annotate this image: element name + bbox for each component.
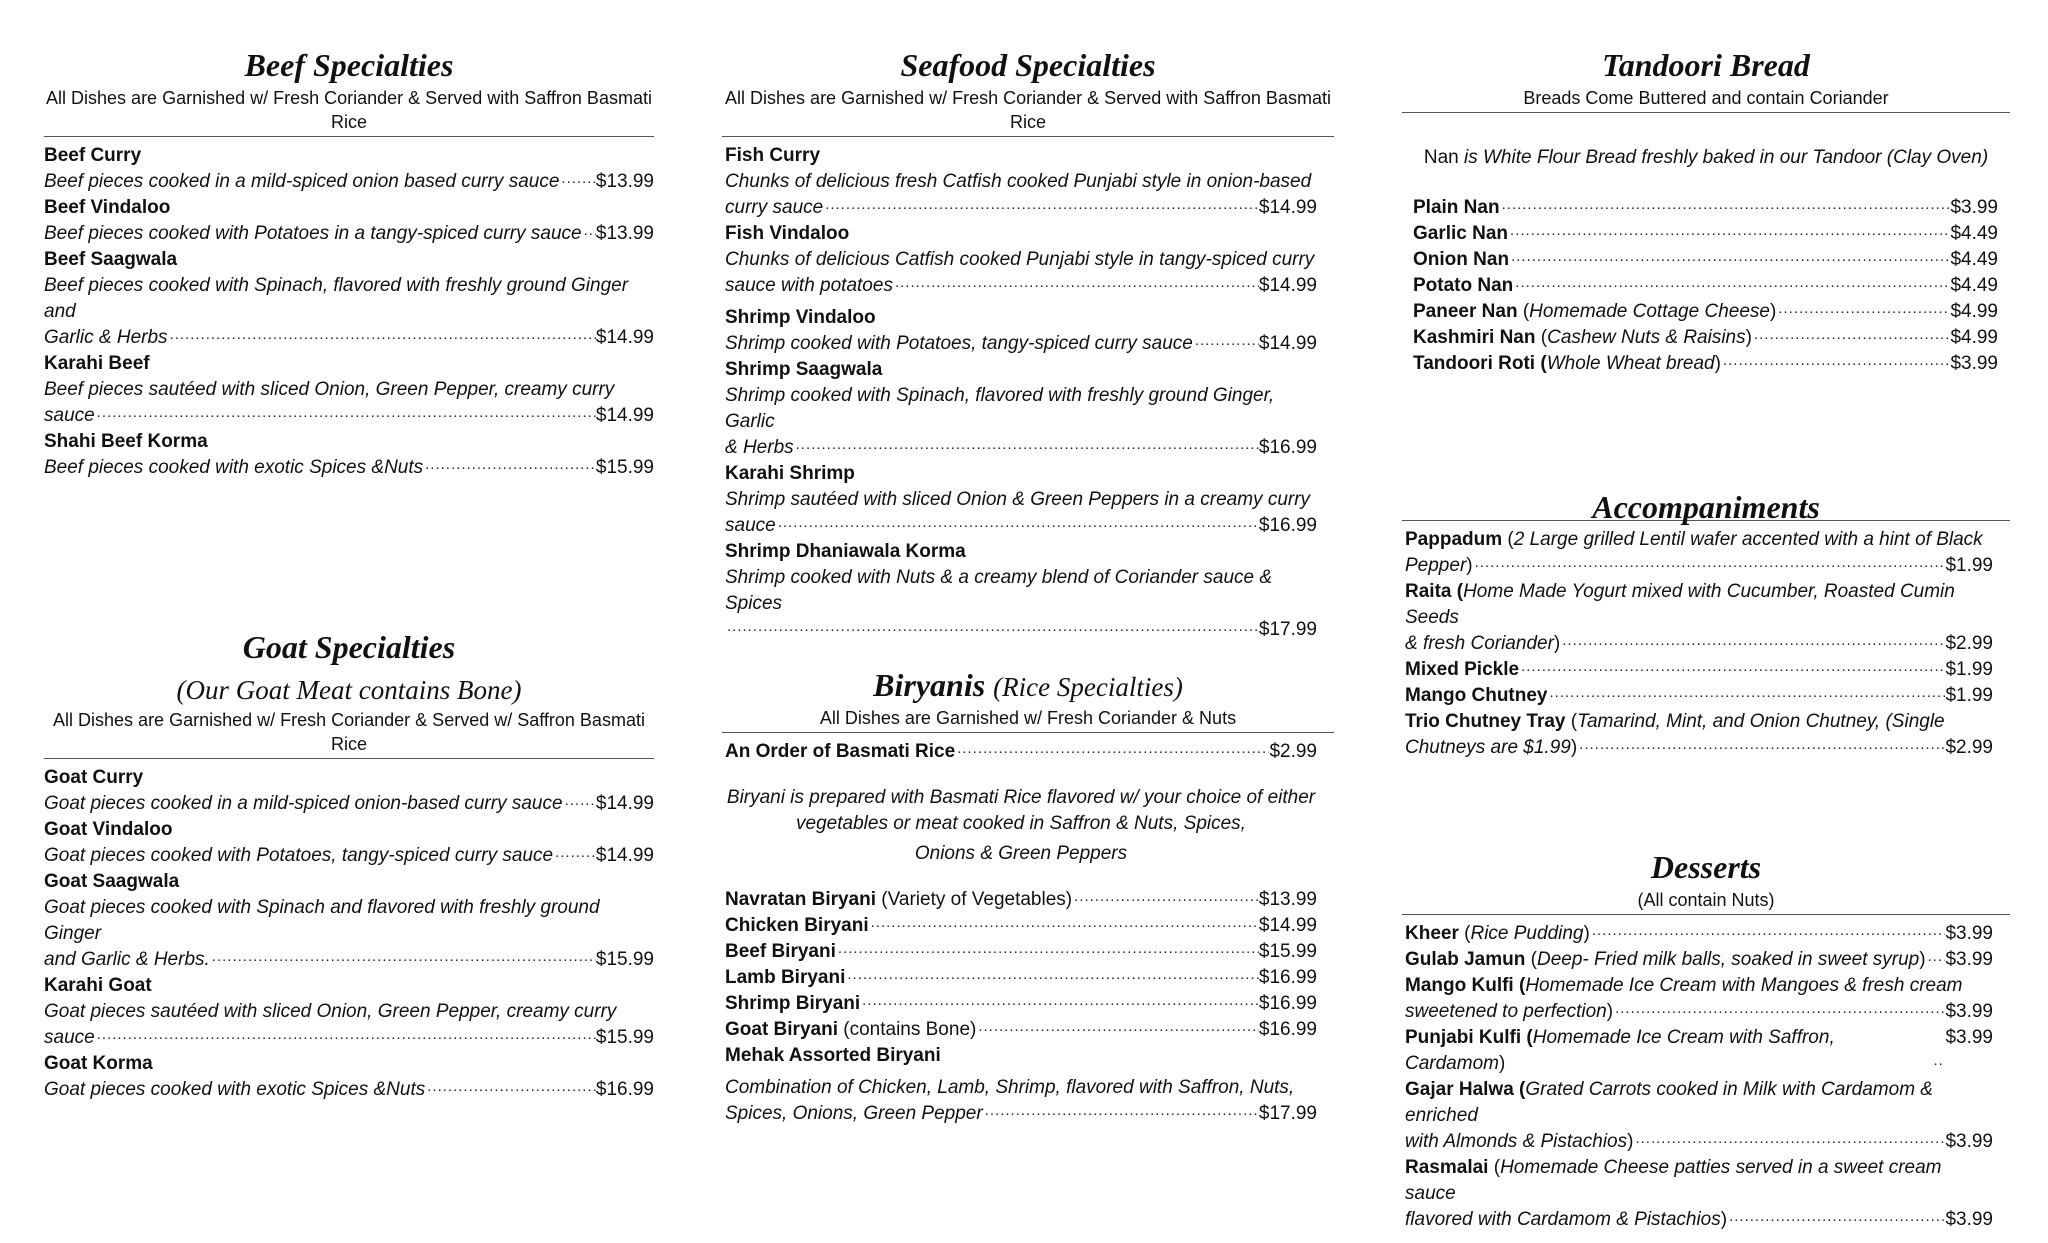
bread-item-name: Kashmiri Nan bbox=[1413, 327, 1536, 348]
leader-dots bbox=[1072, 889, 1259, 913]
leader-dots bbox=[823, 197, 1259, 221]
paren-close: ) bbox=[1720, 1209, 1728, 1230]
seafood-item-price: $16.99 bbox=[1258, 515, 1317, 536]
dessert-desc: Rice Pudding bbox=[1470, 923, 1584, 944]
accompaniment-desc: Pepper bbox=[1405, 555, 1467, 576]
biryani-item-name: Lamb Biryani bbox=[725, 967, 846, 988]
dessert-price: $3.99 bbox=[1945, 1209, 1993, 1230]
dessert-desc: Grated Carrots cooked in Milk with Cardamom & enriched bbox=[1405, 1079, 1933, 1126]
biryani-item-row bbox=[725, 939, 1317, 965]
dessert-price: $3.99 bbox=[1945, 1131, 1993, 1152]
leader-dots bbox=[1509, 249, 1950, 273]
goat-item-price: $16.99 bbox=[595, 1079, 654, 1100]
goat-item-price: $15.99 bbox=[595, 1027, 654, 1048]
seafood-item-name: Shrimp Saagwala bbox=[725, 359, 883, 380]
dessert-desc: sweetened to perfection bbox=[1405, 1001, 1607, 1022]
bread-item-name: Onion Nan bbox=[1413, 249, 1510, 270]
paren-open: ( bbox=[1525, 949, 1537, 970]
biryani-item-row bbox=[725, 1017, 1317, 1043]
paren-open: ( bbox=[1502, 529, 1514, 550]
dessert-price: $3.99 bbox=[1945, 923, 1993, 944]
dessert-desc: Deep- Fried milk balls, soaked in sweet syrup bbox=[1536, 949, 1920, 970]
beef-item-desc: Beef pieces cooked in a mild-spiced onion based curry sauce bbox=[44, 171, 560, 192]
dessert-row bbox=[1405, 947, 1993, 973]
accompaniment-name: Mixed Pickle bbox=[1405, 659, 1520, 680]
leader-dots bbox=[1633, 1131, 1945, 1155]
leader-dots bbox=[95, 1027, 596, 1051]
leader-dots bbox=[1727, 1209, 1945, 1233]
seafood-item-price: $14.99 bbox=[1258, 197, 1317, 218]
bread-item-price: $3.99 bbox=[1950, 353, 1998, 374]
paren-close: ) bbox=[1466, 555, 1473, 576]
assorted-biryani-price: $17.99 bbox=[1258, 1103, 1317, 1124]
seafood-item-name: Fish Curry bbox=[725, 145, 821, 166]
seafood-item-row bbox=[725, 331, 1317, 357]
beef-item-name: Beef Curry bbox=[44, 145, 142, 166]
beef-item-price: $13.99 bbox=[595, 171, 654, 192]
bread-item-price: $4.99 bbox=[1950, 327, 1998, 348]
bread-item-row bbox=[1413, 221, 1998, 247]
leader-dots bbox=[559, 171, 595, 195]
seafood-item-desc: & Herbs bbox=[725, 437, 794, 458]
beef-item-price: $15.99 bbox=[595, 457, 654, 478]
goat-section bbox=[44, 626, 654, 1103]
paren-open: ( bbox=[1458, 923, 1471, 944]
leader-dots bbox=[1473, 555, 1946, 579]
beef-item-desc: Beef pieces sautéed with sliced Onion, Green Pepper, creamy curry bbox=[44, 379, 615, 400]
accompaniment-price: $1.99 bbox=[1945, 555, 1993, 576]
accompaniment-price: $1.99 bbox=[1945, 659, 1993, 680]
leader-dots bbox=[794, 437, 1259, 461]
leader-dots bbox=[725, 619, 1259, 643]
seafood-section bbox=[722, 44, 1334, 643]
leader-dots bbox=[1193, 333, 1259, 357]
accompaniment-item bbox=[1405, 709, 1993, 735]
leader-dots bbox=[1508, 223, 1950, 247]
bread-item-name: Tandoori Roti bbox=[1413, 353, 1536, 374]
paren-close: ) bbox=[1553, 633, 1561, 654]
seafood-item-name: Fish Vindaloo bbox=[725, 223, 850, 244]
beef-section bbox=[44, 44, 654, 481]
goat-item-desc: Goat pieces cooked with Potatoes, tangy-spiced curry sauce bbox=[44, 845, 554, 866]
bread-item-name: Potato Nan bbox=[1413, 275, 1514, 296]
bread-item-row bbox=[1413, 195, 1998, 221]
leader-dots bbox=[553, 845, 596, 869]
beef-item-name: Beef Vindaloo bbox=[44, 197, 171, 218]
seafood-title: Seafood Specialties bbox=[900, 47, 1156, 83]
accompaniment-row bbox=[1405, 631, 1993, 657]
leader-dots bbox=[976, 1019, 1259, 1043]
goat-item-price: $15.99 bbox=[595, 949, 654, 970]
biryani-note-line: Onions & Green Peppers bbox=[914, 843, 1128, 864]
accompaniment-desc: & fresh Coriander bbox=[1405, 633, 1554, 654]
beef-item-row bbox=[44, 403, 654, 429]
dessert-name: Rasmalai bbox=[1405, 1157, 1489, 1178]
leader-dots bbox=[1931, 1053, 1945, 1077]
assorted-biryani-desc: Combination of Chicken, Lamb, Shrimp, flavored with Saffron, Nuts, bbox=[725, 1077, 1295, 1098]
accompaniment-name: Trio Chutney Tray bbox=[1405, 711, 1566, 732]
goat-item-desc: Goat pieces sautéed with sliced Onion, Green Pepper, creamy curry bbox=[44, 1001, 617, 1022]
leader-dots bbox=[1548, 685, 1946, 709]
biryani-item-name: Navratan Biryani bbox=[725, 889, 877, 910]
seafood-item-row bbox=[725, 435, 1317, 461]
seafood-item-price: $14.99 bbox=[1258, 275, 1317, 296]
leader-dots bbox=[1721, 353, 1951, 377]
goat-item-price: $14.99 bbox=[595, 845, 654, 866]
accompaniment-desc: Home Made Yogurt mixed with Cucumber, Roasted Cumin Seeds bbox=[1405, 581, 1955, 628]
seafood-subtitle: All Dishes are Garnished w/ Fresh Coriander & Served with Saffron Basmati Rice bbox=[722, 86, 1334, 137]
goat-item-desc: Goat pieces cooked with exotic Spices &Nuts bbox=[44, 1079, 426, 1100]
seafood-item-row bbox=[725, 617, 1317, 643]
goat-item-desc: Goat pieces cooked with Spinach and flavored with freshly ground Ginger bbox=[44, 897, 600, 944]
accompaniment-item bbox=[1405, 579, 1993, 631]
accompaniment-name: Pappadum bbox=[1405, 529, 1503, 550]
leader-dots bbox=[955, 741, 1269, 765]
beef-subtitle: All Dishes are Garnished w/ Fresh Coriander & Served with Saffron Basmati Rice bbox=[44, 86, 654, 137]
dessert-price: $3.99 bbox=[1945, 1001, 1993, 1022]
leader-dots bbox=[168, 327, 596, 351]
leader-dots bbox=[860, 993, 1259, 1017]
accompaniment-name: Mango Chutney bbox=[1405, 685, 1548, 706]
goat-item-name: Goat Korma bbox=[44, 1053, 153, 1074]
accompaniment-name: Raita ( bbox=[1405, 581, 1464, 602]
basmati-rice-name: An Order of Basmati Rice bbox=[725, 741, 956, 762]
desserts-subtitle: (All contain Nuts) bbox=[1402, 888, 2010, 915]
seafood-items bbox=[725, 143, 1317, 643]
spacer bbox=[1402, 113, 2010, 145]
biryani-item-name: Beef Biryani bbox=[725, 941, 836, 962]
leader-dots bbox=[1926, 949, 1946, 973]
beef-item-price: $14.99 bbox=[595, 327, 654, 348]
goat-items bbox=[44, 765, 654, 1103]
dessert-row bbox=[1405, 1207, 1993, 1233]
biryani-item-price: $14.99 bbox=[1258, 915, 1317, 936]
goat-item-name: Goat Saagwala bbox=[44, 871, 180, 892]
accompaniment-row bbox=[1405, 657, 1993, 683]
dessert-desc: with Almonds & Pistachios bbox=[1405, 1131, 1628, 1152]
bread-item-row bbox=[1413, 273, 1998, 299]
seafood-item-desc: Shrimp cooked with Nuts & a creamy blend of Coriander sauce & Spices bbox=[725, 567, 1273, 614]
seafood-item-desc: Chunks of delicious fresh Catfish cooked Punjabi style in onion-based bbox=[725, 171, 1312, 192]
leader-dots bbox=[1577, 737, 1945, 761]
goat-note: (Our Goat Meat contains Bone) bbox=[176, 675, 522, 705]
paren-close: ) bbox=[1919, 949, 1926, 970]
dessert-desc: Homemade Ice Cream with Mangoes & fresh cream bbox=[1525, 975, 1963, 996]
biryani-title bbox=[722, 664, 1334, 706]
beef-item-desc: Beef pieces cooked with Potatoes in a tangy-spiced curry sauce bbox=[44, 223, 582, 244]
accompaniment-desc: Tamarind, Mint, and Onion Chutney, (Single bbox=[1577, 711, 1945, 732]
paren-close: ) bbox=[1606, 1001, 1614, 1022]
seafood-item-desc: Chunks of delicious Catfish cooked Punjabi style in tangy-spiced curry bbox=[725, 249, 1315, 270]
leader-dots bbox=[1590, 923, 1946, 947]
dessert-name: Gajar Halwa ( bbox=[1405, 1079, 1526, 1100]
leader-dots bbox=[983, 1103, 1259, 1127]
dessert-desc: flavored with Cardamom & Pistachios bbox=[1405, 1209, 1721, 1230]
assorted-biryani-desc: Spices, Onions, Green Pepper bbox=[725, 1103, 983, 1124]
accompaniment-price: $2.99 bbox=[1945, 633, 1993, 654]
dessert-desc: Homemade Cheese patties served in a sweet cream sauce bbox=[1405, 1157, 1942, 1204]
dessert-row bbox=[1405, 921, 1993, 947]
seafood-item-desc: sauce bbox=[725, 515, 776, 536]
beef-item-price: $14.99 bbox=[595, 405, 654, 426]
goat-item-row bbox=[44, 843, 654, 869]
accompaniment-row bbox=[1405, 553, 1993, 579]
beef-item-desc: Beef pieces cooked with Spinach, flavored with freshly ground Ginger and bbox=[44, 275, 629, 322]
seafood-item-row bbox=[725, 273, 1317, 299]
beef-item-price: $13.99 bbox=[595, 223, 654, 244]
bread-item-price: $4.49 bbox=[1950, 249, 1998, 270]
biryani-item-price: $15.99 bbox=[1258, 941, 1317, 962]
leader-dots bbox=[1560, 633, 1945, 657]
seafood-item-name: Karahi Shrimp bbox=[725, 463, 855, 484]
biryani-item-price: $16.99 bbox=[1258, 993, 1317, 1014]
biryani-subtitle: All Dishes are Garnished w/ Fresh Coriander & Nuts bbox=[722, 706, 1334, 733]
goat-item-row bbox=[44, 1025, 654, 1051]
dessert-row bbox=[1405, 1025, 1993, 1077]
bread-note-lead: Nan bbox=[1423, 147, 1459, 168]
beef-item-row bbox=[44, 169, 654, 195]
assorted-biryani-name: Mehak Assorted Biryani bbox=[725, 1045, 941, 1066]
beef-item-desc: Garlic & Herbs bbox=[44, 327, 168, 348]
seafood-item-name: Shrimp Vindaloo bbox=[725, 307, 876, 328]
accompaniment-desc: Chutneys are $1.99 bbox=[1405, 737, 1571, 758]
leader-dots bbox=[776, 515, 1259, 539]
bread-subtitle: Breads Come Buttered and contain Coriander bbox=[1402, 86, 2010, 113]
biryani-item-name: Chicken Biryani bbox=[725, 915, 869, 936]
biryani-item-price: $16.99 bbox=[1258, 1019, 1317, 1040]
leader-dots bbox=[95, 405, 596, 429]
dessert-desc: Homemade Ice Cream with Saffron, Cardamom bbox=[1405, 1027, 1835, 1074]
beef-item-row bbox=[44, 325, 654, 351]
seafood-item-price: $16.99 bbox=[1258, 437, 1317, 458]
dessert-item bbox=[1405, 973, 1993, 999]
beef-item-row bbox=[44, 455, 654, 481]
dessert-name: Punjabi Kulfi ( bbox=[1405, 1027, 1533, 1048]
biryani-item-name: Goat Biryani bbox=[725, 1019, 838, 1040]
leader-dots bbox=[210, 949, 596, 973]
bread-item-note: Cashew Nuts & Raisins bbox=[1547, 327, 1746, 348]
accompaniments-section bbox=[1402, 486, 2010, 761]
bread-section bbox=[1402, 44, 2010, 377]
biryani-item-row bbox=[725, 887, 1317, 913]
leader-dots bbox=[582, 223, 596, 247]
spacer bbox=[1402, 171, 2010, 189]
accompaniment-row bbox=[1405, 683, 1993, 709]
paren-close: ) bbox=[1583, 923, 1590, 944]
desserts-section bbox=[1402, 846, 2010, 1233]
paren-open: ( bbox=[1565, 711, 1578, 732]
dessert-price: $3.99 bbox=[1945, 1027, 1993, 1048]
bread-item-price: $4.99 bbox=[1950, 301, 1998, 322]
seafood-item-desc: curry sauce bbox=[725, 197, 824, 218]
biryani-item-row bbox=[725, 913, 1317, 939]
accompaniment-item bbox=[1405, 527, 1993, 553]
desserts-items bbox=[1405, 921, 1993, 1233]
beef-title: Beef Specialties bbox=[244, 47, 454, 83]
bread-item-row bbox=[1413, 247, 1998, 273]
leader-dots bbox=[425, 1079, 596, 1103]
bread-note-rest: is White Flour Bread freshly baked in our Tandoor (Clay Oven) bbox=[1458, 147, 1989, 168]
paren-close: ) bbox=[1498, 1053, 1506, 1074]
dessert-row bbox=[1405, 1129, 1993, 1155]
biryani-section bbox=[722, 664, 1334, 1127]
goat-item-row bbox=[44, 1077, 654, 1103]
bread-item-price: $3.99 bbox=[1950, 197, 1998, 218]
seafood-item-price: $14.99 bbox=[1258, 333, 1317, 354]
dessert-item bbox=[1405, 1155, 1993, 1207]
leader-dots bbox=[1513, 275, 1950, 299]
bread-item-note: Homemade Cottage Cheese bbox=[1529, 301, 1770, 322]
biryani-note-line: vegetables or meat cooked in Saffron & Nuts, Spices, bbox=[796, 813, 1246, 834]
bread-item-name: Garlic Nan bbox=[1413, 223, 1509, 244]
biryani-item-price: $13.99 bbox=[1258, 889, 1317, 910]
dessert-row bbox=[1405, 999, 1993, 1025]
goat-item-row bbox=[44, 947, 654, 973]
leader-dots bbox=[836, 941, 1259, 965]
seafood-item-name: Shrimp Dhaniawala Korma bbox=[725, 541, 966, 562]
biryani-item-extra: (Variety of Vegetables) bbox=[876, 889, 1073, 910]
seafood-item-desc: Shrimp cooked with Potatoes, tangy-spiced curry sauce bbox=[725, 333, 1193, 354]
bread-item-row: Paneer Nan (Homemade Cottage Cheese) ..... $4.99 bbox=[1413, 299, 1998, 325]
beef-items bbox=[44, 143, 654, 481]
goat-item-desc: Goat pieces cooked in a mild-spiced onion-based curry sauce bbox=[44, 793, 563, 814]
spacer bbox=[725, 765, 1317, 785]
basmati-rice-price: $2.99 bbox=[1269, 741, 1317, 762]
dessert-name: Mango Kulfi ( bbox=[1405, 975, 1526, 996]
leader-dots bbox=[423, 457, 596, 481]
accompaniment-row bbox=[1405, 735, 1993, 761]
beef-item-desc: Beef pieces cooked with exotic Spices &Nuts bbox=[44, 457, 424, 478]
accompaniment-price: $2.99 bbox=[1945, 737, 1993, 758]
goat-item-desc: and Garlic & Herbs. bbox=[44, 949, 210, 970]
goat-item-name: Karahi Goat bbox=[44, 975, 152, 996]
leader-dots bbox=[869, 915, 1259, 939]
seafood-item-desc: Shrimp cooked with Spinach, flavored with freshly ground Ginger, Garlic bbox=[725, 385, 1275, 432]
goat-item-desc: sauce bbox=[44, 1027, 95, 1048]
paren-close: ) bbox=[1570, 737, 1578, 758]
bread-note bbox=[1402, 145, 2010, 171]
desserts-title: Desserts bbox=[1650, 849, 1762, 885]
accompaniments-items bbox=[1405, 527, 1993, 761]
leader-dots bbox=[845, 967, 1259, 991]
biryani-item-row bbox=[725, 965, 1317, 991]
leader-dots bbox=[1500, 197, 1951, 221]
bread-item-note: Whole Wheat bread bbox=[1546, 353, 1715, 374]
leader-dots bbox=[1752, 327, 1951, 351]
dessert-item bbox=[1405, 1077, 1993, 1129]
paren-close: ) bbox=[1627, 1131, 1634, 1152]
biryani-item-name: Shrimp Biryani bbox=[725, 993, 861, 1014]
spacer bbox=[725, 867, 1317, 887]
beef-item-name: Beef Saagwala bbox=[44, 249, 178, 270]
bread-item-name: Paneer Nan bbox=[1413, 301, 1518, 322]
beef-item-row bbox=[44, 221, 654, 247]
biryani-item-extra: (contains Bone) bbox=[837, 1019, 977, 1040]
accompaniments-title: Accompaniments bbox=[1592, 489, 1820, 525]
bread-items bbox=[1413, 195, 1998, 377]
seafood-item-row bbox=[725, 513, 1317, 539]
beef-item-desc: sauce bbox=[44, 405, 95, 426]
dessert-price: $3.99 bbox=[1945, 949, 1993, 970]
leader-dots bbox=[1776, 301, 1950, 325]
biryani-items bbox=[725, 739, 1317, 1127]
dessert-name: Gulab Jamun bbox=[1405, 949, 1526, 970]
bread-item-price: $4.49 bbox=[1950, 223, 1998, 244]
bread-item-name: Plain Nan bbox=[1413, 197, 1500, 218]
beef-item-name: Shahi Beef Korma bbox=[44, 431, 208, 452]
biryani-note-line: Biryani is prepared with Basmati Rice flavored w/ your choice of either bbox=[726, 787, 1316, 808]
bread-title: Tandoori Bread bbox=[1602, 47, 1810, 83]
leader-dots bbox=[893, 275, 1259, 299]
biryani-title-main: Biryanis bbox=[873, 667, 986, 703]
goat-subtitle: All Dishes are Garnished w/ Fresh Coriander & Served w/ Saffron Basmati Rice bbox=[44, 708, 654, 759]
paren-open: ( bbox=[1488, 1157, 1501, 1178]
seafood-item-price: $17.99 bbox=[1258, 619, 1317, 640]
accompaniment-price: $1.99 bbox=[1945, 685, 1993, 706]
leader-dots bbox=[1519, 659, 1945, 683]
seafood-item-desc: sauce with potatoes bbox=[725, 275, 893, 296]
seafood-item-row bbox=[725, 195, 1317, 221]
leader-dots bbox=[1613, 1001, 1945, 1025]
bread-item-price: $4.49 bbox=[1950, 275, 1998, 296]
leader-dots bbox=[563, 793, 596, 817]
bread-item-row: Tandoori Roti (Whole Wheat bread) ..... $3.99 bbox=[1413, 351, 1998, 377]
beef-item-name: Karahi Beef bbox=[44, 353, 150, 374]
goat-title: Goat Specialties bbox=[242, 629, 456, 665]
goat-item-row bbox=[44, 791, 654, 817]
goat-item-name: Goat Curry bbox=[44, 767, 144, 788]
dessert-name: Kheer bbox=[1405, 923, 1459, 944]
goat-item-name: Goat Vindaloo bbox=[44, 819, 173, 840]
seafood-item-desc: Shrimp sautéed with sliced Onion & Green Peppers in a creamy curry bbox=[725, 489, 1311, 510]
goat-item-price: $14.99 bbox=[595, 793, 654, 814]
assorted-biryani-row bbox=[725, 1101, 1317, 1127]
basmati-rice-row bbox=[725, 739, 1317, 765]
biryani-item-price: $16.99 bbox=[1258, 967, 1317, 988]
bread-item-row: Kashmiri Nan (Cashew Nuts & Raisins) ..... $4.99 bbox=[1413, 325, 1998, 351]
accompaniment-desc: 2 Large grilled Lentil wafer accented with a hint of Black bbox=[1513, 529, 1983, 550]
biryani-title-note: (Rice Specialties) bbox=[993, 672, 1183, 702]
biryani-item-row bbox=[725, 991, 1317, 1017]
